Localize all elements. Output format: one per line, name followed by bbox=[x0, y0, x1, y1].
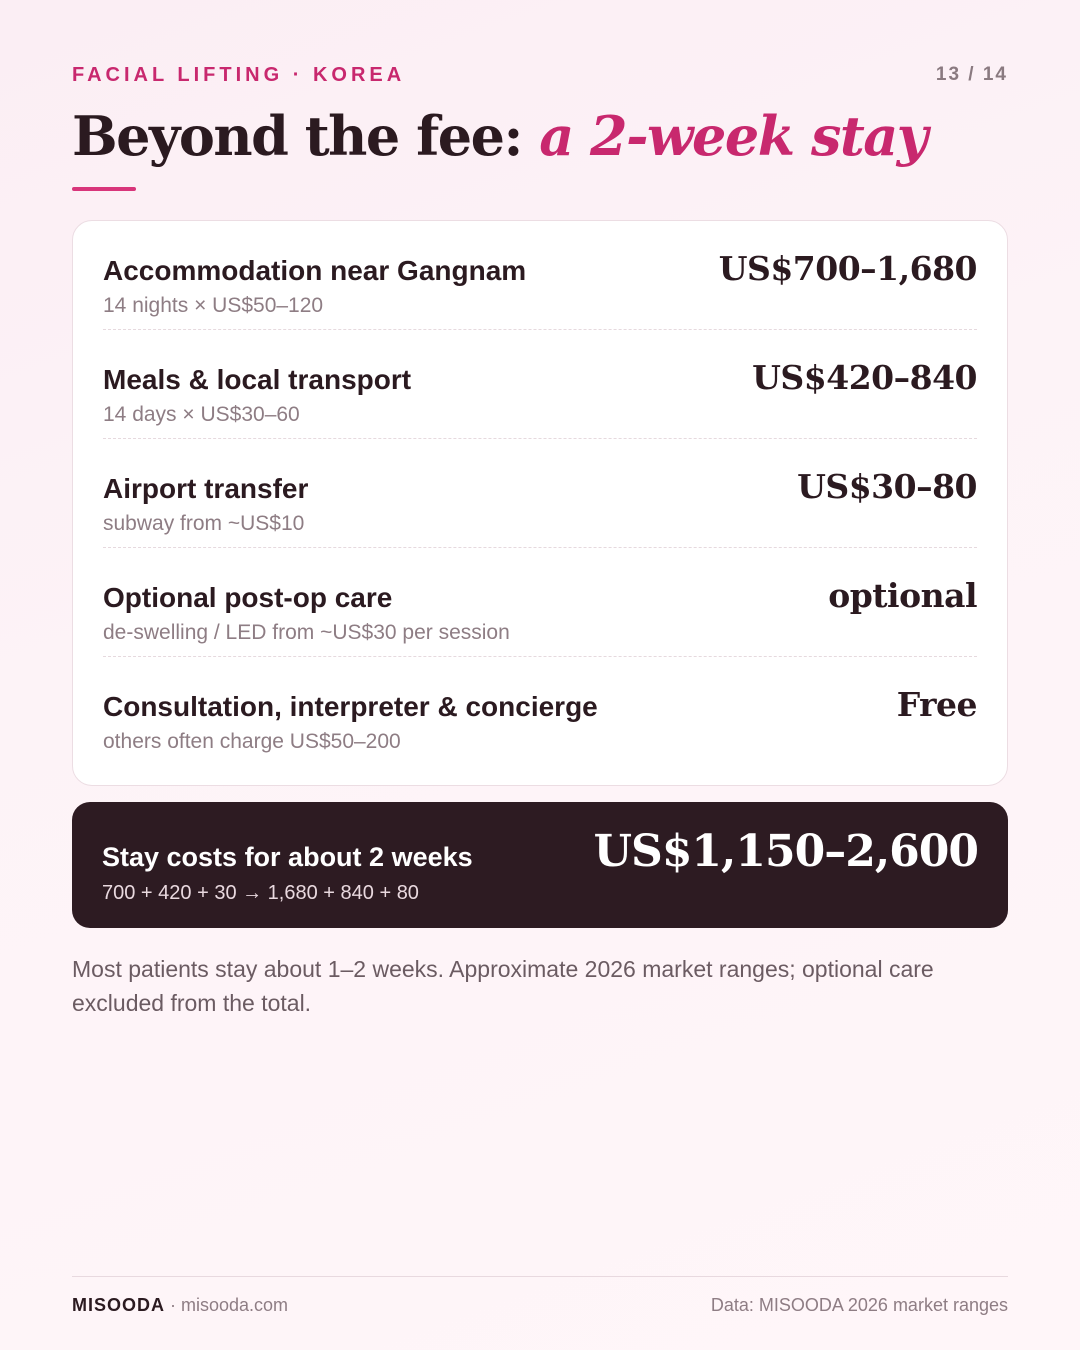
page bbox=[72, 0, 1008, 1350]
cost-row-label: Optional post-op care bbox=[103, 582, 393, 613]
footer-brand-line bbox=[72, 1295, 288, 1316]
cost-row-value: optional bbox=[828, 576, 977, 615]
cost-row-label: Airport transfer bbox=[103, 473, 309, 504]
title-underline bbox=[72, 187, 136, 191]
cost-row-value: US$30–80 bbox=[797, 467, 977, 506]
cost-row-accommodation bbox=[103, 221, 977, 330]
cost-row-label: Meals & local transport bbox=[103, 364, 412, 395]
cost-row-value: US$700–1,680 bbox=[718, 249, 977, 288]
cost-row-postop bbox=[103, 548, 977, 657]
cost-row-value: US$420–840 bbox=[752, 358, 977, 397]
brand-site: · misooda.com bbox=[165, 1295, 289, 1315]
total-formula: 700 + 420 + 30 → 1,680 + 840 + 80 bbox=[102, 882, 419, 904]
title-main: Beyond the fee: bbox=[72, 104, 522, 168]
cost-row-value: Free bbox=[896, 685, 977, 724]
total-value: US$1,150–2,600 bbox=[593, 826, 978, 877]
page-title bbox=[72, 104, 927, 168]
eyebrow-label: FACIAL LIFTING · KOREA bbox=[72, 64, 406, 86]
cost-row-meals bbox=[103, 330, 977, 439]
cost-row-detail: 14 nights × US$50–120 bbox=[103, 294, 324, 317]
total-panel bbox=[72, 802, 1008, 928]
cost-row-detail: subway from ~US$10 bbox=[103, 512, 305, 535]
footnote: Most patients stay about 1–2 weeks. Approximate 2026 market ranges; optional care excluded from the total. bbox=[72, 956, 934, 1016]
cost-row-detail: 14 days × US$30–60 bbox=[103, 403, 300, 426]
cost-row-detail: de-swelling / LED from ~US$30 per session bbox=[103, 621, 510, 644]
page-indicator: 13 / 14 bbox=[935, 64, 1008, 85]
cost-row-airport bbox=[103, 439, 977, 548]
cost-card bbox=[72, 220, 1008, 786]
total-label: Stay costs for about 2 weeks bbox=[102, 842, 473, 872]
title-accent: a 2-week stay bbox=[539, 104, 927, 168]
cost-row-label: Accommodation near Gangnam bbox=[103, 255, 527, 286]
cost-row-label: Consultation, interpreter & concierge bbox=[103, 691, 598, 722]
data-source: Data: MISOODA 2026 market ranges bbox=[710, 1295, 1008, 1315]
cost-row-consultation bbox=[103, 657, 977, 766]
footer-divider bbox=[72, 1276, 1008, 1277]
cost-row-detail: others often charge US$50–200 bbox=[103, 730, 401, 753]
brand-name: MISOODA bbox=[72, 1295, 166, 1315]
